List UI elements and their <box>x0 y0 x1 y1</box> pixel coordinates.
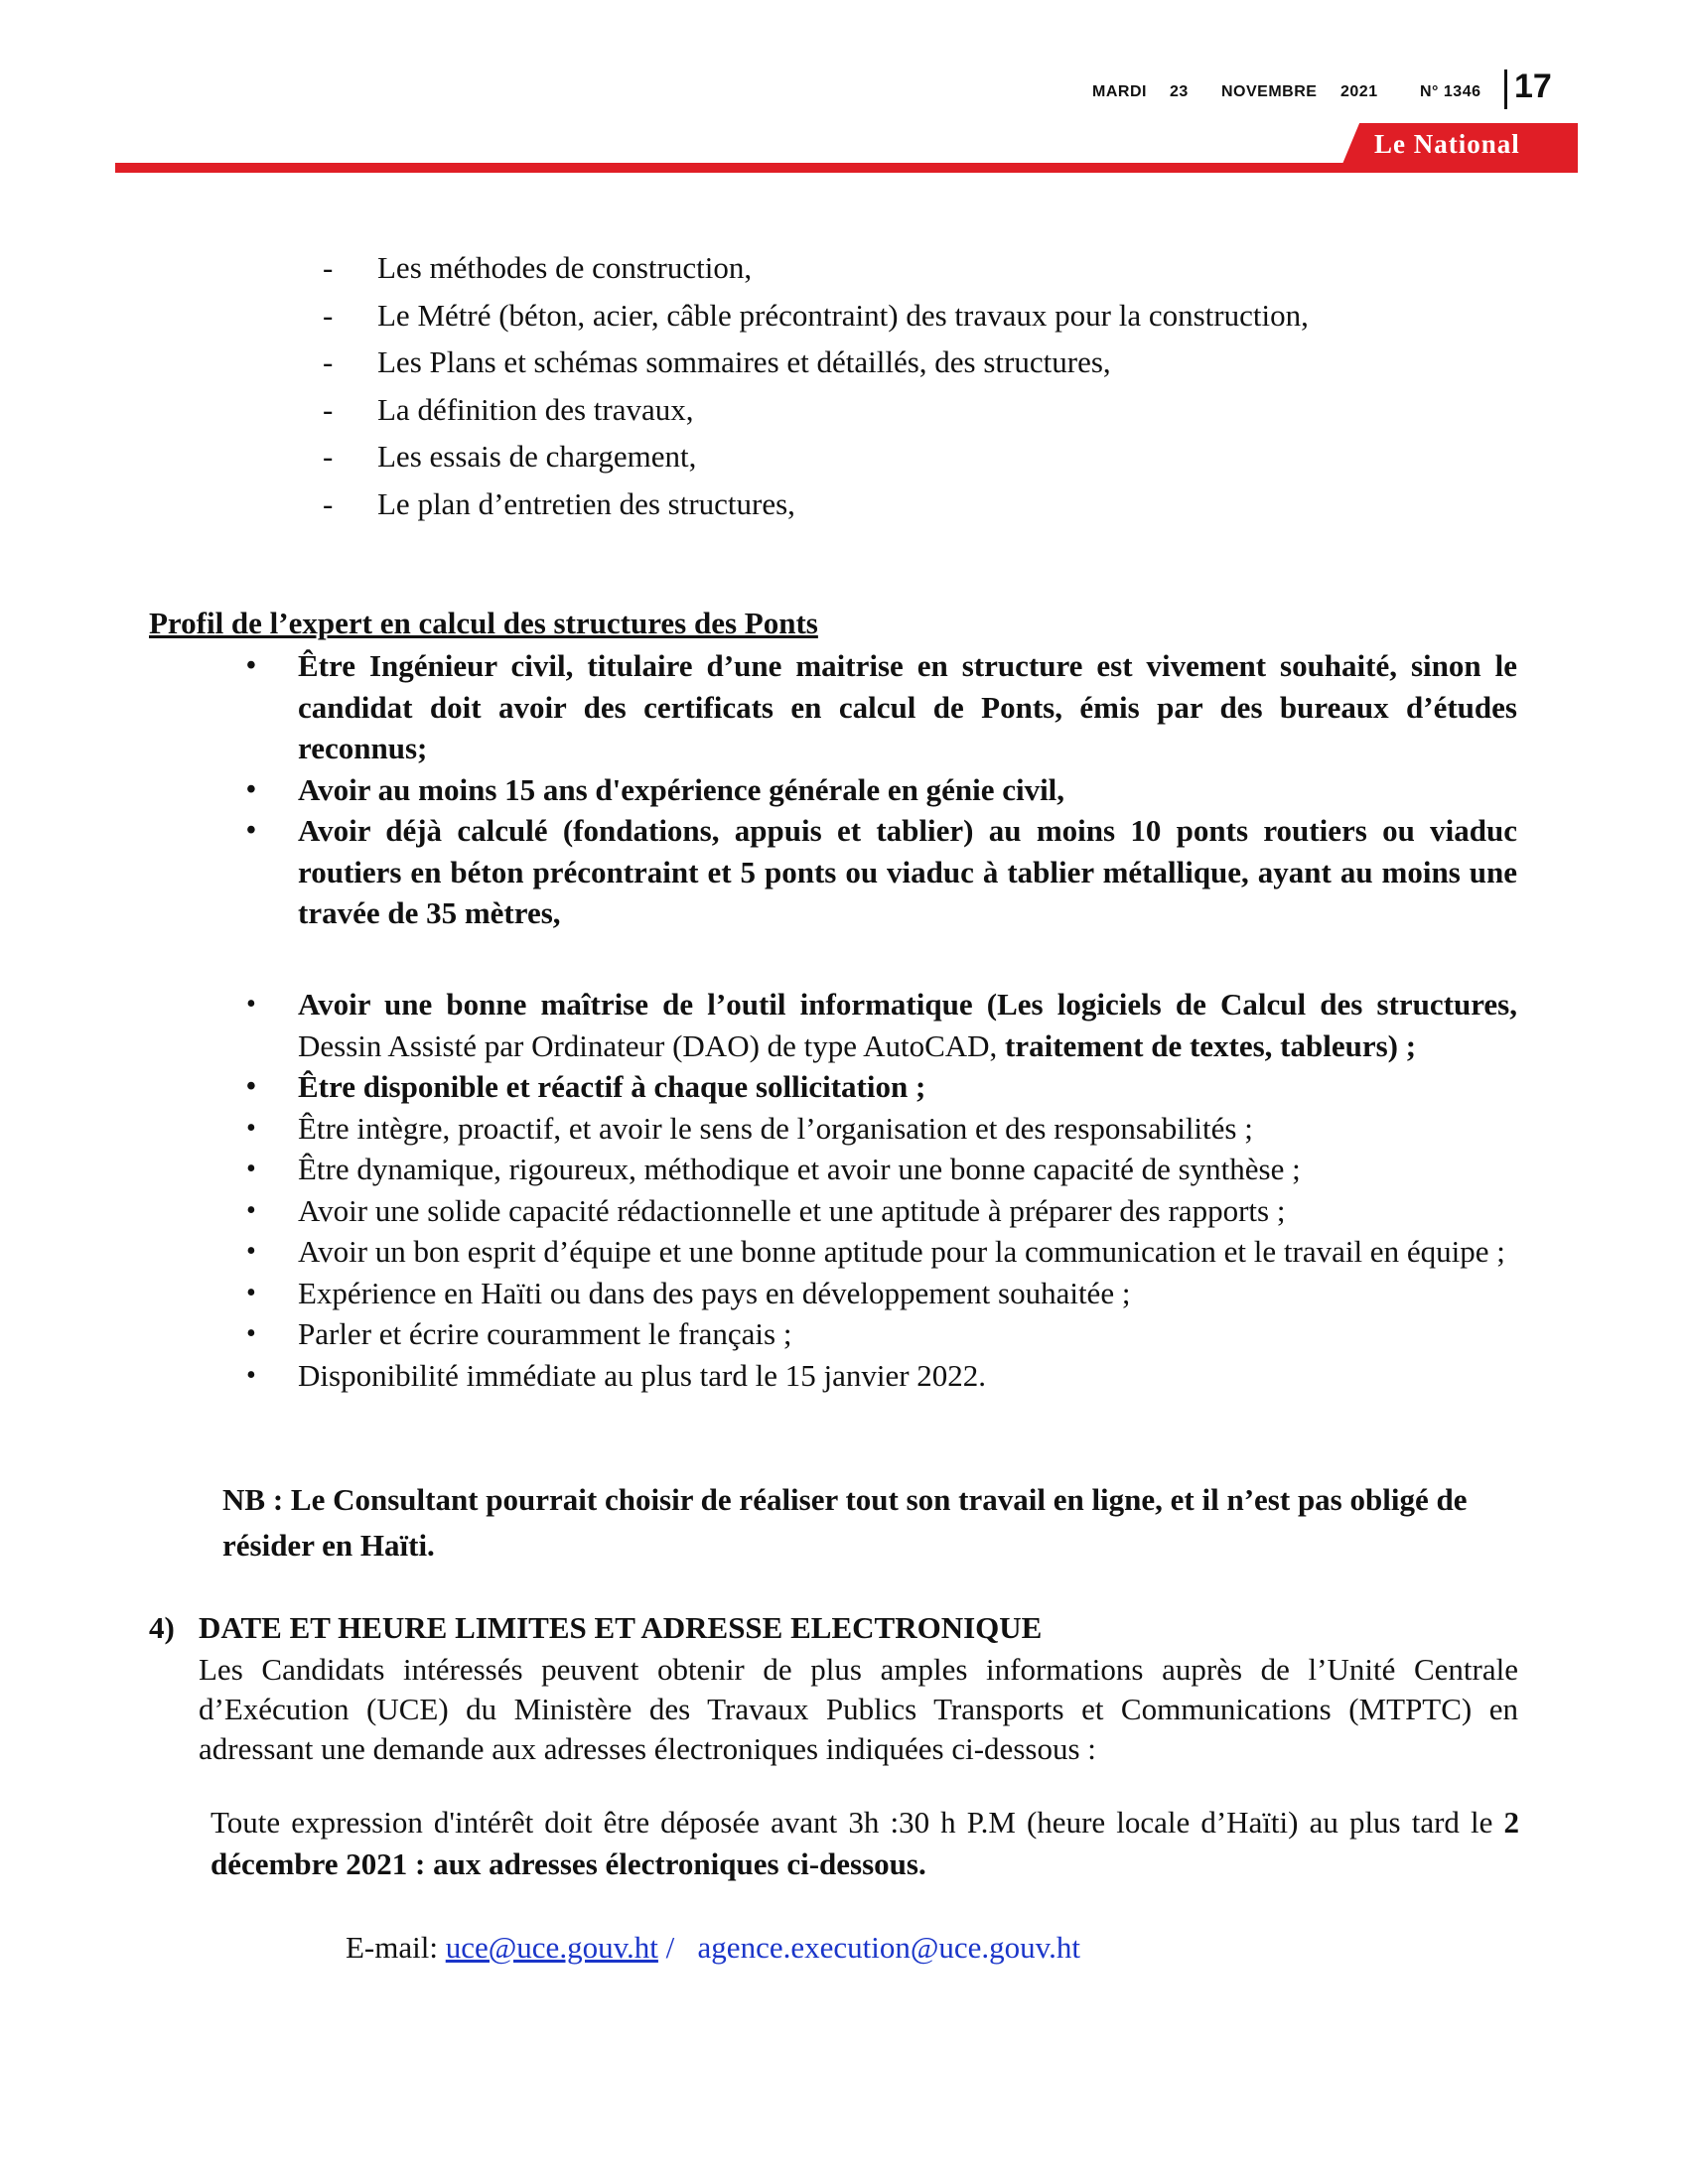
issue-meta <box>1092 83 1489 107</box>
email-separator: / <box>657 1930 698 1965</box>
list-item: • Être Ingénieur civil, titulaire d’une maitrise en structure est vivement souhaité, sinon le candidat doit avoir des certificats en calcul de Ponts, émis par des bureaux d’études reconnus; <box>246 645 1517 769</box>
list-item: • Parler et écrire couramment le français ; <box>246 1313 1517 1355</box>
list-item: • Avoir une solide capacité rédactionnelle et une aptitude à préparer des rapports ; <box>246 1190 1517 1232</box>
list-item: • Être disponible et réactif à chaque sollicitation ; <box>246 1066 1517 1108</box>
section-body: Les Candidats intéressés peuvent obtenir de plus amples informations auprès de l’Unité Centrale d’Exécution (UCE) du Ministère des Travaux Publics Transports et Communications (MTPTC) en adressant une demande aux adresses électroniques indiquées ci-dessous : <box>199 1652 1518 1766</box>
header-month: NOVEMBRE <box>1221 83 1318 100</box>
email-link-agence[interactable]: agence.execution@uce.gouv.ht <box>697 1930 1081 1965</box>
list-item: • Avoir un bon esprit d’équipe et une bonne aptitude pour la communication et le travail en équipe ; <box>246 1231 1517 1273</box>
page-number: 17 <box>1514 68 1552 105</box>
profile-title: Profil de l’expert en calcul des structures des Ponts <box>149 606 818 640</box>
header-issue: N° 1346 <box>1420 83 1481 100</box>
header-date: 23 <box>1170 83 1189 100</box>
section-number: 4) <box>149 1610 175 1645</box>
list-item: • Avoir au moins 15 ans d'expérience générale en génie civil, <box>246 769 1517 811</box>
email-label: E-mail: <box>346 1930 446 1965</box>
brand-name: Le National <box>1374 129 1520 159</box>
list-item: • Être intègre, proactif, et avoir le sens de l’organisation et des responsabilités ; <box>246 1108 1517 1150</box>
list-item: • Disponibilité immédiate au plus tard le 15 janvier 2022. <box>246 1355 1517 1397</box>
deadline-paragraph: Toute expression d'intérêt doit être déposée avant 3h :30 h P.M (heure locale d’Haïti) au plus tard le 2 décembre 2021 : aux adresses électroniques ci-dessous. <box>211 1805 1519 1881</box>
profile-bold-bullets <box>246 645 1517 934</box>
section-title: DATE ET HEURE LIMITES ET ADRESSE ELECTRONIQUE <box>199 1610 1043 1645</box>
list-item: • Expérience en Haïti ou dans des pays en développement souhaitée ; <box>246 1273 1517 1314</box>
email-line <box>346 1930 1080 1966</box>
email-link-uce[interactable]: uce@uce.gouv.ht <box>445 1930 658 1965</box>
profile-bullets <box>246 984 1517 1396</box>
list-item: • Avoir déjà calculé (fondations, appuis et tablier) au moins 10 ponts routiers ou viaduc routiers en béton précontraint et 5 ponts ou viaduc à tablier métallique, ayant au moins une travée de 35 mètres, <box>246 810 1517 934</box>
header-year: 2021 <box>1340 83 1378 100</box>
list-item: • Être dynamique, rigoureux, méthodique et avoir une bonne capacité de synthèse ; <box>246 1149 1517 1190</box>
page-number-divider <box>1504 69 1507 109</box>
header-day: MARDI <box>1092 83 1147 100</box>
list-item: • Avoir une bonne maîtrise de l’outil informatique (Les logiciels de Calcul des structures, Dessin Assisté par Ordinateur (DAO) de type AutoCAD, traitement de textes, tableurs) ; <box>246 984 1517 1066</box>
nb-note: NB : Le Consultant pourrait choisir de réaliser tout son travail en ligne, et il n’est pas obligé de résider en Haïti. <box>222 1482 1468 1563</box>
